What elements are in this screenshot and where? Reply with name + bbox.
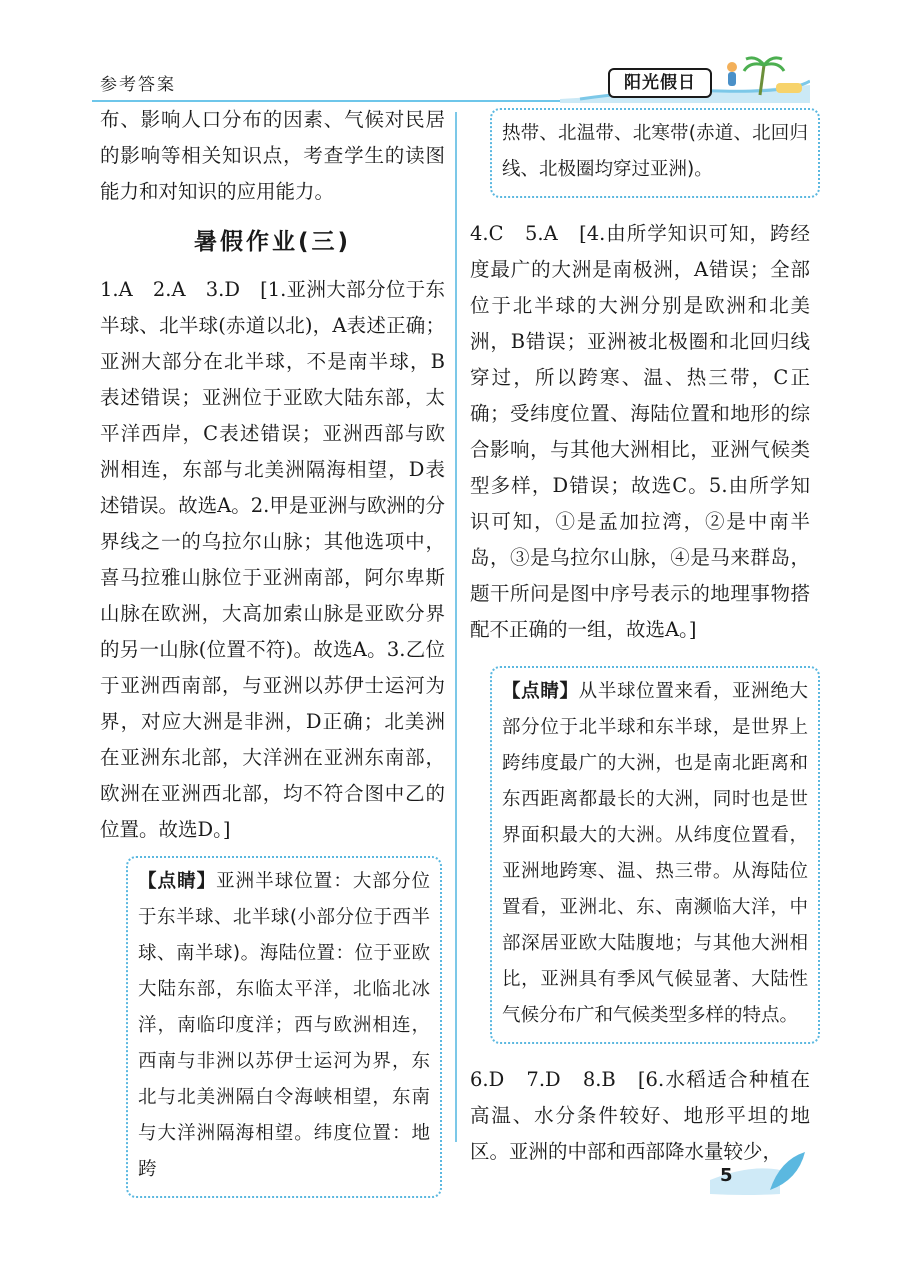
tip-text: 亚洲半球位置：大部分位于东半球、北半球(小部分位于西半球、南半球)。海陆位置：位于亚欧大陆东部，东临太平洋，北临北冰洋，南临印度洋；西与欧洲相连，西南与非洲以苏伊士运河为界，东北与北美洲隔白令海峡相望，东南与大洋洲隔海相望。纬度位置：地跨 — [138, 871, 430, 1180]
tip-box-right — [490, 666, 820, 1044]
answer-4-5: 4.C 5.A [4.由所学知识可知，跨经度最广的大洲是南极洲，A错误；全部位于北半球的大洲分别是欧洲和北美洲，B错误；亚洲被北极圈和北回归线穿过，所以跨寒、温、热三带，C正确；受纬度位置、海陆位置和地形的综合影响，与其他大洲相比，亚洲气候类型多样，D错误；故选C。5.由所学知识可知，①是孟加拉湾，②是中南半岛，③是乌拉尔山脉，④是马来群岛，题干所问是图中序号表示的地理事物搭配不正确的一组，故选A。] — [470, 222, 810, 641]
answer-6-8: 6.D 7.D 8.B [6.水稻适合种植在高温、水分条件较好、地形平坦的地区。亚洲的中部和西部降水量较少， — [470, 1068, 810, 1163]
tip-text: 从半球位置来看，亚洲绝大部分位于北半球和东半球，是世界上跨纬度最广的大洲，也是南北距离和东西距离都最长的大洲，同时也是世界面积最大的大洲。从纬度位置看，亚洲地跨寒、温、热三带。从海陆位置看，亚洲北、东、南濒临大洋，中部深居亚欧大陆腹地；与其他大洲相比，亚洲具有季风气候显著、大陆性气候分布广和气候类型多样的特点。 — [502, 681, 808, 1026]
answer-1-3: 1.A 2.A 3.D [1.亚洲大部分位于东半球、北半球(赤道以北)，A表述正确；亚洲大部分在北半球，不是南半球，B表述错误；亚洲位于亚欧大陆东部，太平洋西岸，C表述错误；亚洲西部与欧洲相连，东部与北美洲隔海相望，D表述错误。故选A。2.甲是亚洲与欧洲的分界线之一的乌拉尔山脉；其他选项中，喜马拉雅山脉位于亚洲南部，阿尔卑斯山脉在欧洲，大高加索山脉是亚欧分界的另一山脉(位置不符)。故选A。3.乙位于亚洲西南部，与亚洲以苏伊士运河为界，对应大洲是非洲，D正确；北美洲在亚洲东北部，大洋洲在亚洲东南部，欧洲在亚洲西北部，均不符合图中乙的位置。故选D。] — [100, 278, 445, 841]
column-divider — [455, 112, 457, 1142]
right-column — [470, 108, 810, 1170]
intro-paragraph: 布、影响人口分布的因素、气候对民居的影响等相关知识点，考查学生的读图能力和对知识的应用能力。 — [100, 108, 445, 203]
banner-title: 阳光假日 — [608, 68, 712, 98]
tip-paragraph-left — [138, 864, 430, 1188]
page-number: 5 — [720, 1165, 733, 1186]
tip-label: 【点睛】 — [502, 681, 579, 702]
tip-box-left — [126, 856, 442, 1198]
left-column — [100, 102, 445, 848]
header-label: 参考答案 — [100, 75, 176, 95]
tip-paragraph-right — [502, 674, 808, 1034]
tip-box-continued — [490, 108, 820, 198]
section-title: 暑假作业(三) — [193, 229, 352, 255]
tip-continued-text: 热带、北温带、北寒带(赤道、北回归线、北极圈均穿过亚洲)。 — [502, 123, 808, 180]
tip-label: 【点睛】 — [138, 871, 217, 892]
